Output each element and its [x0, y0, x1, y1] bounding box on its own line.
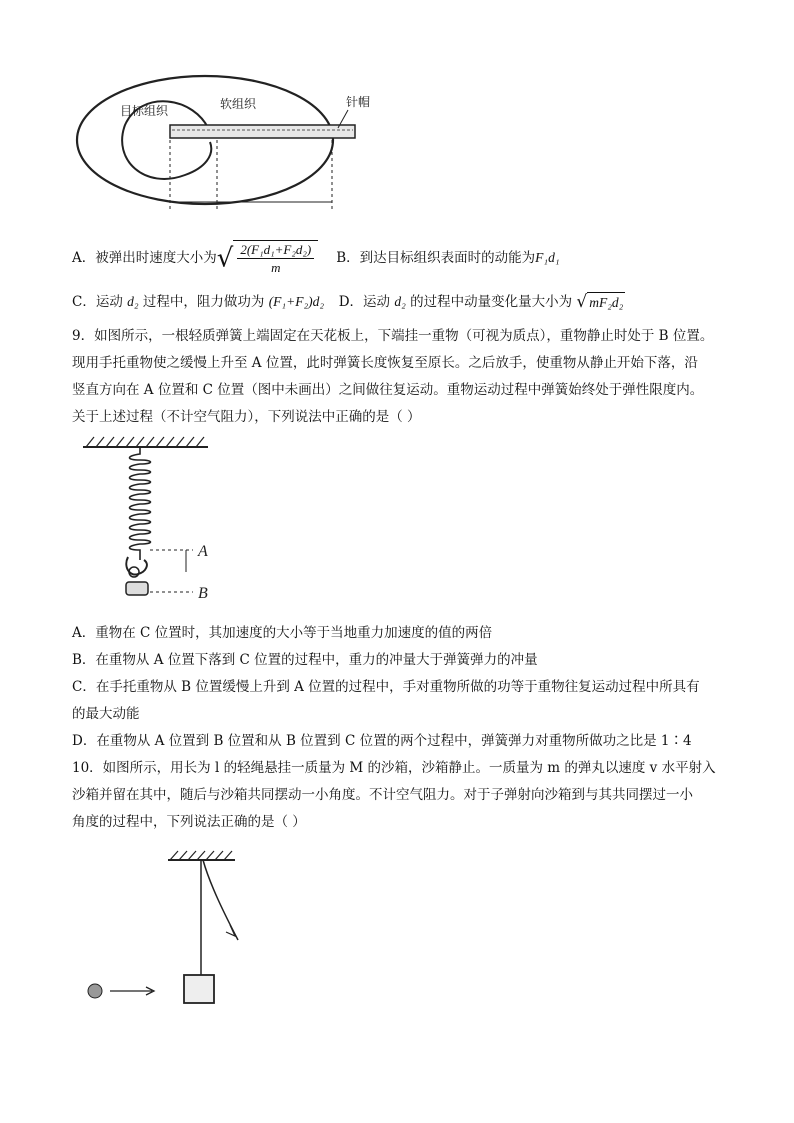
q8-option-row-ab	[72, 236, 560, 280]
q8-option-c-var: d₂	[127, 294, 139, 309]
q9-option-a: A．重物在 C 位置时，其加速度的大小等于当地重力加速度的值的两倍	[72, 625, 493, 641]
q9-stem-line-2: 现用手托重物使之缓慢上升至 A 位置，此时弹簧长度恢复至原长。之后放手，使重物从静止开始下落，沿	[72, 355, 698, 371]
q8-option-d-sqrt: √ mF₂d₂	[576, 292, 624, 312]
spring-coil	[130, 447, 151, 560]
q10-stem-line-2: 沙箱并留在其中，随后与沙箱共同摆动一小角度。不计空气阻力。对于子弹射向沙箱到与其共同摆过一小	[72, 787, 693, 803]
q8-option-d-mid: 的过程中动量变化量大小为	[410, 294, 573, 310]
q10-stem-line-3: 角度的过程中，下列说法正确的是（ ）	[72, 814, 306, 830]
q8-option-d-var: d₂	[394, 294, 406, 309]
label-needle-cap: 针帽	[346, 95, 371, 109]
q9-stem-line-4: 关于上述过程（不计空气阻力），下列说法中正确的是（ ）	[72, 409, 421, 425]
q8-option-a-numerator: 2(F₁d₁+F₂d₂)	[237, 241, 314, 259]
q9-option-d: D．在重物从 A 位置到 B 位置和从 B 位置到 C 位置的两个过程中，弹簧弹力对重物所做功之比是 1∶4	[72, 733, 692, 749]
figure-q8-needle-tissue	[70, 70, 390, 220]
label-soft-tissue: 软组织	[220, 97, 257, 111]
figure-q9-spring	[78, 432, 238, 612]
q9-option-b: B．在重物从 A 位置下落到 C 位置的过程中，重力的冲量大于弹簧弹力的冲量	[72, 652, 538, 668]
q8-option-a-sqrt: √ $\frac{\text{2(F₁d₁+F₂d₂)}}{m}$	[217, 240, 318, 276]
pellet	[88, 984, 102, 998]
q8-option-b-text: B．到达目标组织表面时的动能为	[336, 250, 536, 266]
label-position-a: A	[198, 543, 208, 560]
q8-option-a-text: A．被弹出时速度大小为	[72, 250, 217, 266]
q9-stem-line-1: 9．如图所示，一根轻质弹簧上端固定在天花板上，下端挂一重物（可视为质点），重物静止时处于 B 位置。	[72, 328, 714, 344]
q8-option-c-expr: (F₁+F₂)d₂	[268, 294, 325, 309]
q8-option-a-denominator: m	[271, 260, 281, 275]
q8-option-d-text: D．运动	[338, 294, 391, 310]
sandbox	[184, 975, 214, 1003]
q8-option-b-expr: F₁d₁	[535, 250, 560, 265]
label-position-b: B	[198, 585, 208, 602]
q8-option-row-cd	[72, 292, 625, 313]
figure-q10-pendulum	[80, 840, 260, 1015]
q9-option-c-line-1: C．在手托重物从 B 位置缓慢上升到 A 位置的过程中，手对重物所做的功等于重物往复运动过程中所具有	[72, 679, 700, 695]
label-target-tissue: 目标组织	[120, 104, 169, 118]
q9-option-c-line-2: 的最大动能	[72, 706, 140, 722]
q9-stem-line-3: 竖直方向在 A 位置和 C 位置（图中未画出）之间做往复运动。重物运动过程中弹簧始终处于弹性限度内。	[72, 382, 704, 398]
q8-option-c-text: C．运动	[72, 294, 123, 310]
q10-stem-line-1: 10．如图所示，用长为 l 的轻绳悬挂一质量为 M 的沙箱，沙箱静止。一质量为 m 的弹丸以速度 v 水平射入	[72, 760, 716, 776]
q8-option-c-mid: 过程中，阻力做功为	[142, 294, 265, 310]
